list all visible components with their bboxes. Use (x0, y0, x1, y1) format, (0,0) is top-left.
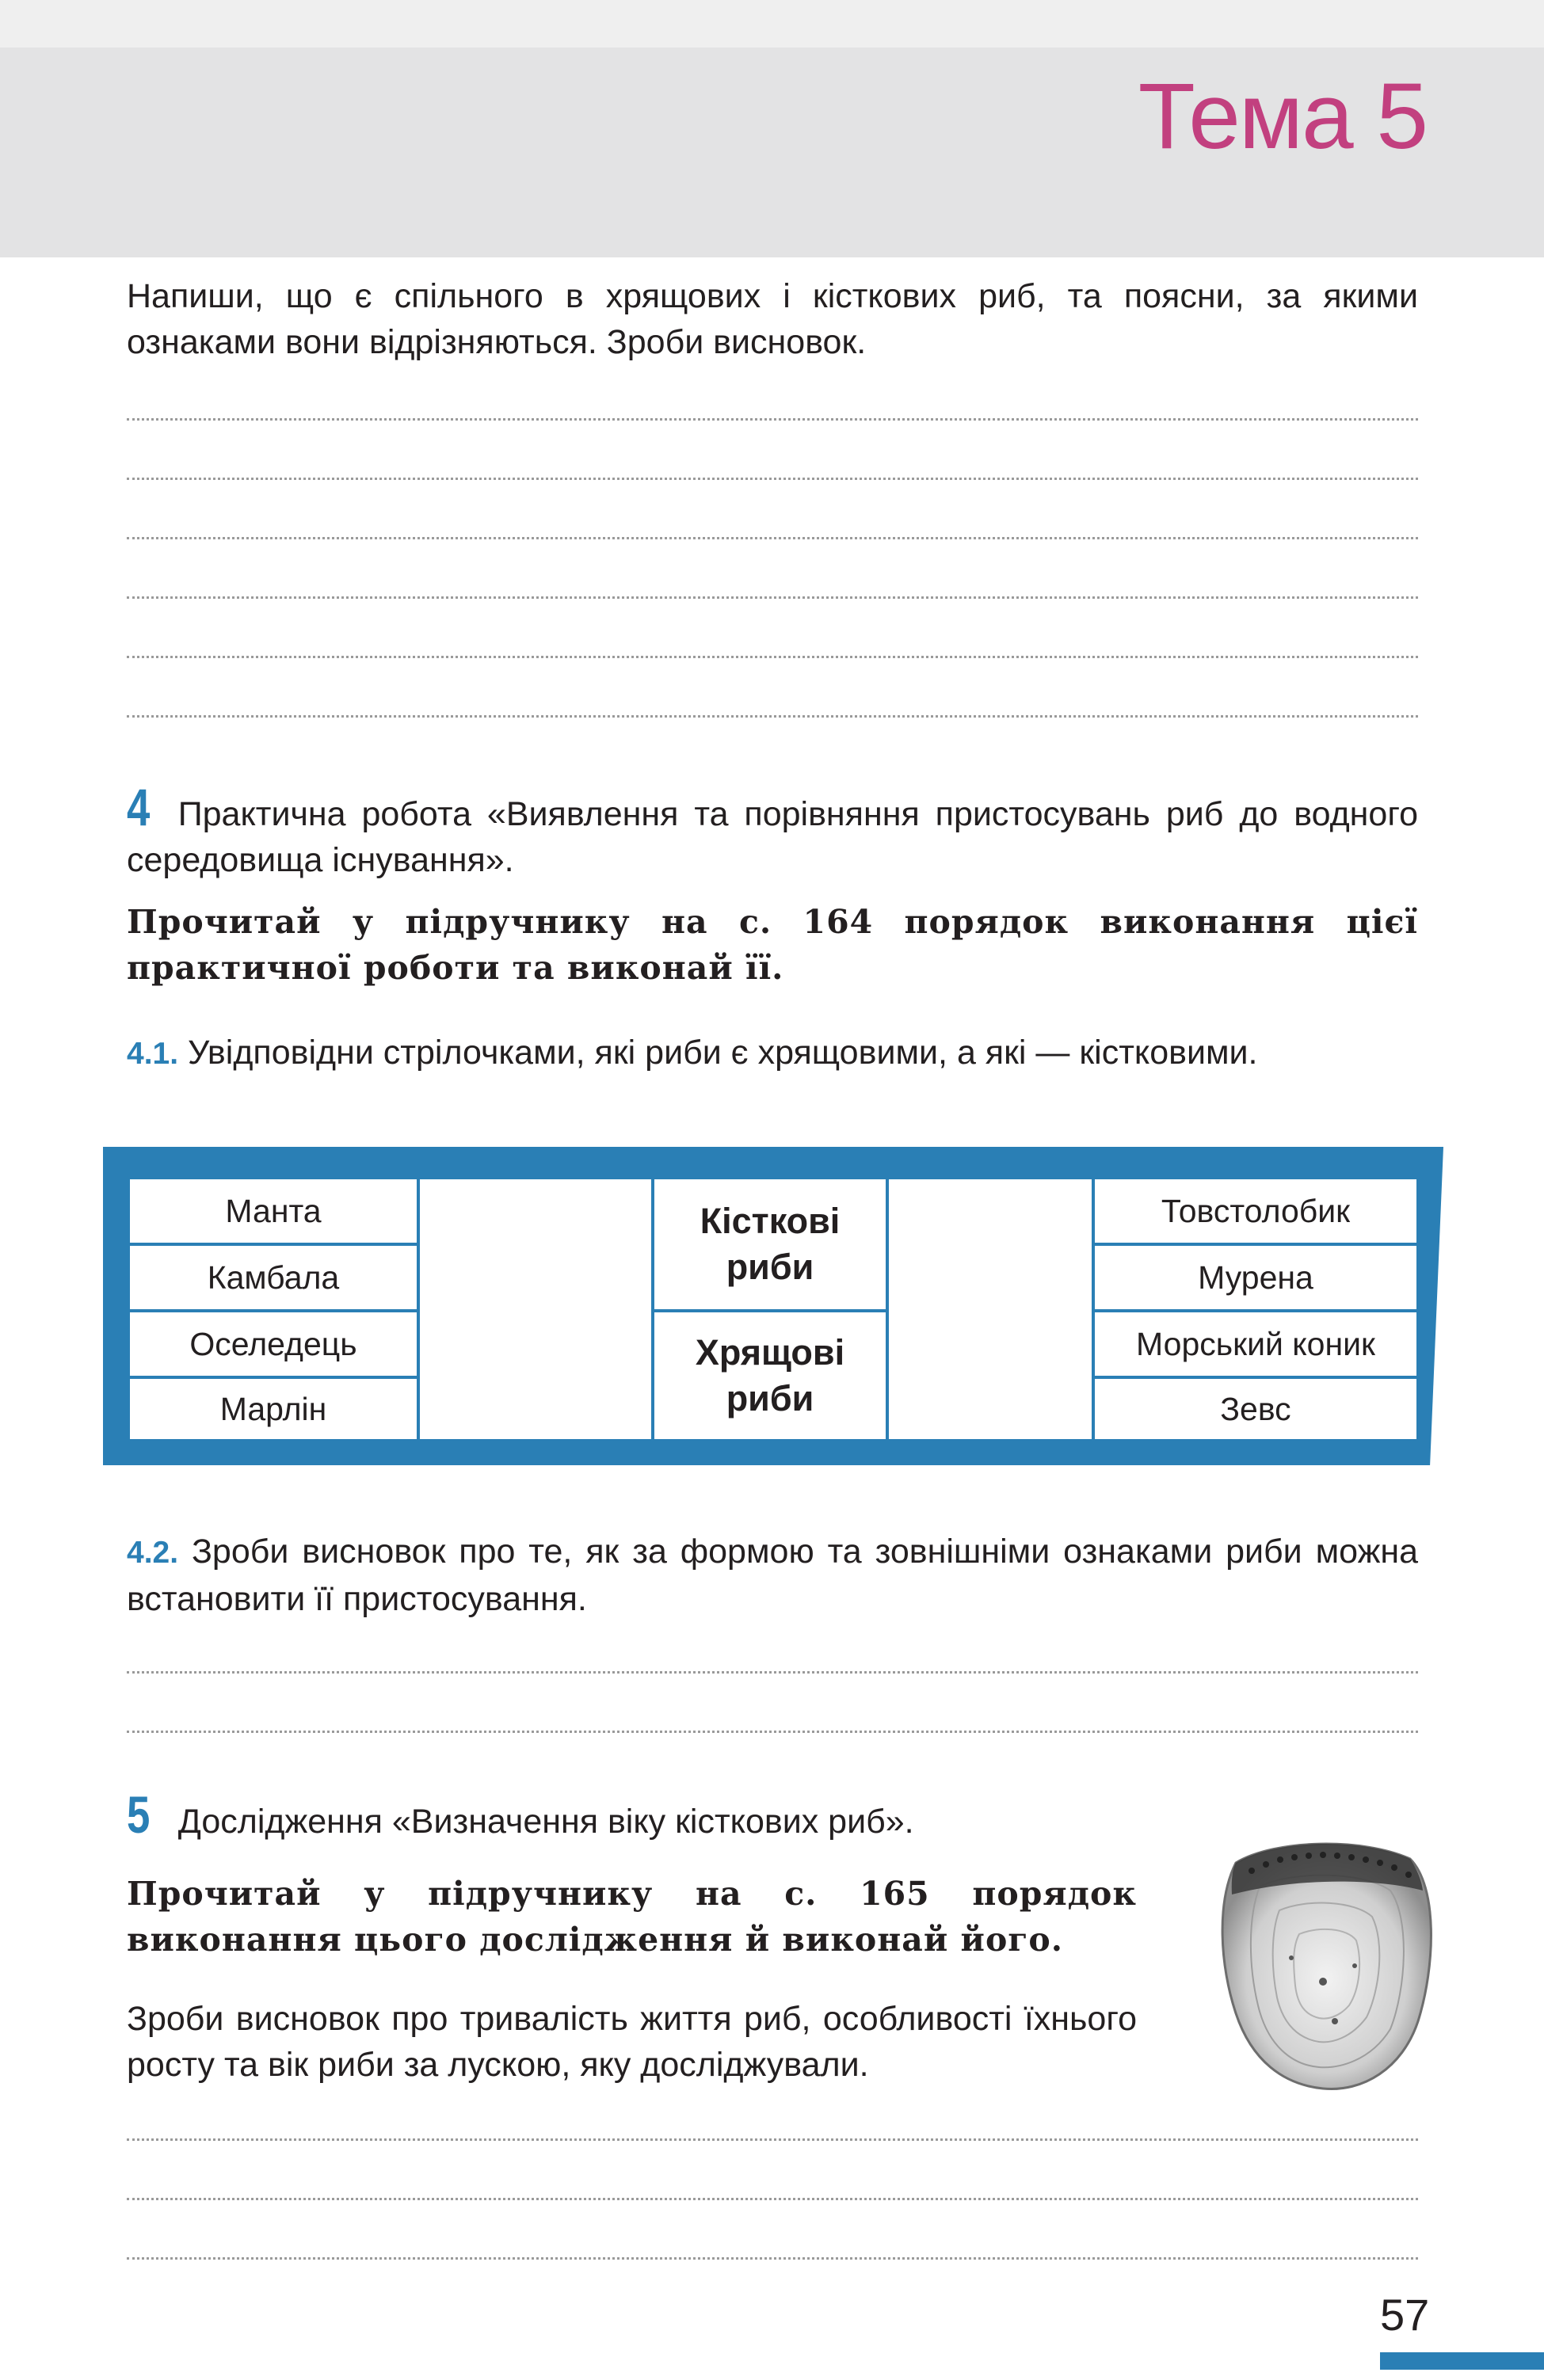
arrow-area-right[interactable] (886, 1176, 1095, 1442)
topic-title: Тема 5 (1138, 64, 1427, 169)
page-number-bar (1380, 2352, 1544, 2370)
task4-number: 4 (127, 778, 151, 836)
task5-instruction: Прочитай у підручнику на с. 165 порядок виконання цього дослідження й виконай його. (127, 1875, 1137, 1959)
category-cartilaginous-fish[interactable]: Хрящові риби (651, 1309, 889, 1442)
task5-heading (127, 1785, 1236, 1845)
answer-line[interactable] (127, 537, 1418, 539)
fish-scale-image (1204, 1831, 1442, 2100)
task4-heading (127, 778, 1418, 883)
intro-question: Напиши, що є спільного в хрящових і кісткових риб, та поясни, за якими ознаками вони відрізняються. Зроби висновок. (127, 277, 1418, 361)
answer-line[interactable] (127, 418, 1418, 421)
left-fish-cell[interactable]: Оселедець (127, 1309, 420, 1379)
task4-1-number: 4.1. (127, 1037, 179, 1071)
answer-line[interactable] (127, 2257, 1418, 2260)
answer-line[interactable] (127, 2138, 1418, 2141)
task5-conclusion: Зроби висновок про тривалість життя риб, особливості їхнього росту та вік риби за лускою, яку досліджували. (127, 2000, 1137, 2084)
answer-line[interactable] (127, 1671, 1418, 1674)
right-fish-cell[interactable]: Товстолобик (1092, 1176, 1420, 1246)
answer-line[interactable] (127, 1731, 1418, 1733)
answer-line[interactable] (127, 715, 1418, 718)
category-bony-fish[interactable]: Кісткові риби (651, 1176, 889, 1312)
page-top-strip (0, 0, 1544, 48)
task4-2-number: 4.2. (127, 1536, 179, 1570)
task4-1-text (127, 1030, 1418, 1077)
left-fish-cell[interactable]: Манта (127, 1176, 420, 1246)
answer-line[interactable] (127, 478, 1418, 480)
task5-title: Дослідження «Визначення віку кісткових риб». (177, 1803, 914, 1841)
task5-number: 5 (127, 1785, 151, 1844)
left-fish-cell[interactable]: Камбала (127, 1243, 420, 1312)
arrow-area-left[interactable] (417, 1176, 654, 1442)
answer-line[interactable] (127, 596, 1418, 599)
right-fish-cell[interactable]: Мурена (1092, 1243, 1420, 1312)
answer-line[interactable] (127, 2198, 1418, 2200)
task4-2-body: Зроби висновок про те, як за формою та зовнішніми ознаками риби можна встановити її пристосування. (127, 1533, 1418, 1618)
task4-title: Практична робота «Виявлення та порівняння пристосувань риб до водного середовища існування». (127, 795, 1418, 879)
answer-line[interactable] (127, 656, 1418, 658)
right-fish-cell[interactable]: Морський коник (1092, 1309, 1420, 1379)
page-number: 57 (1380, 2290, 1430, 2340)
task4-instruction: Прочитай у підручнику на с. 164 порядок виконання цієї практичної роботи та виконай її. (127, 903, 1418, 987)
right-fish-cell[interactable]: Зевс (1092, 1376, 1420, 1442)
task4-2-text (127, 1529, 1418, 1622)
left-fish-cell[interactable]: Марлін (127, 1376, 420, 1442)
task4-1-body: Увідповідни стрілочками, які риби є хрящовими, а які — кістковими. (188, 1034, 1258, 1072)
